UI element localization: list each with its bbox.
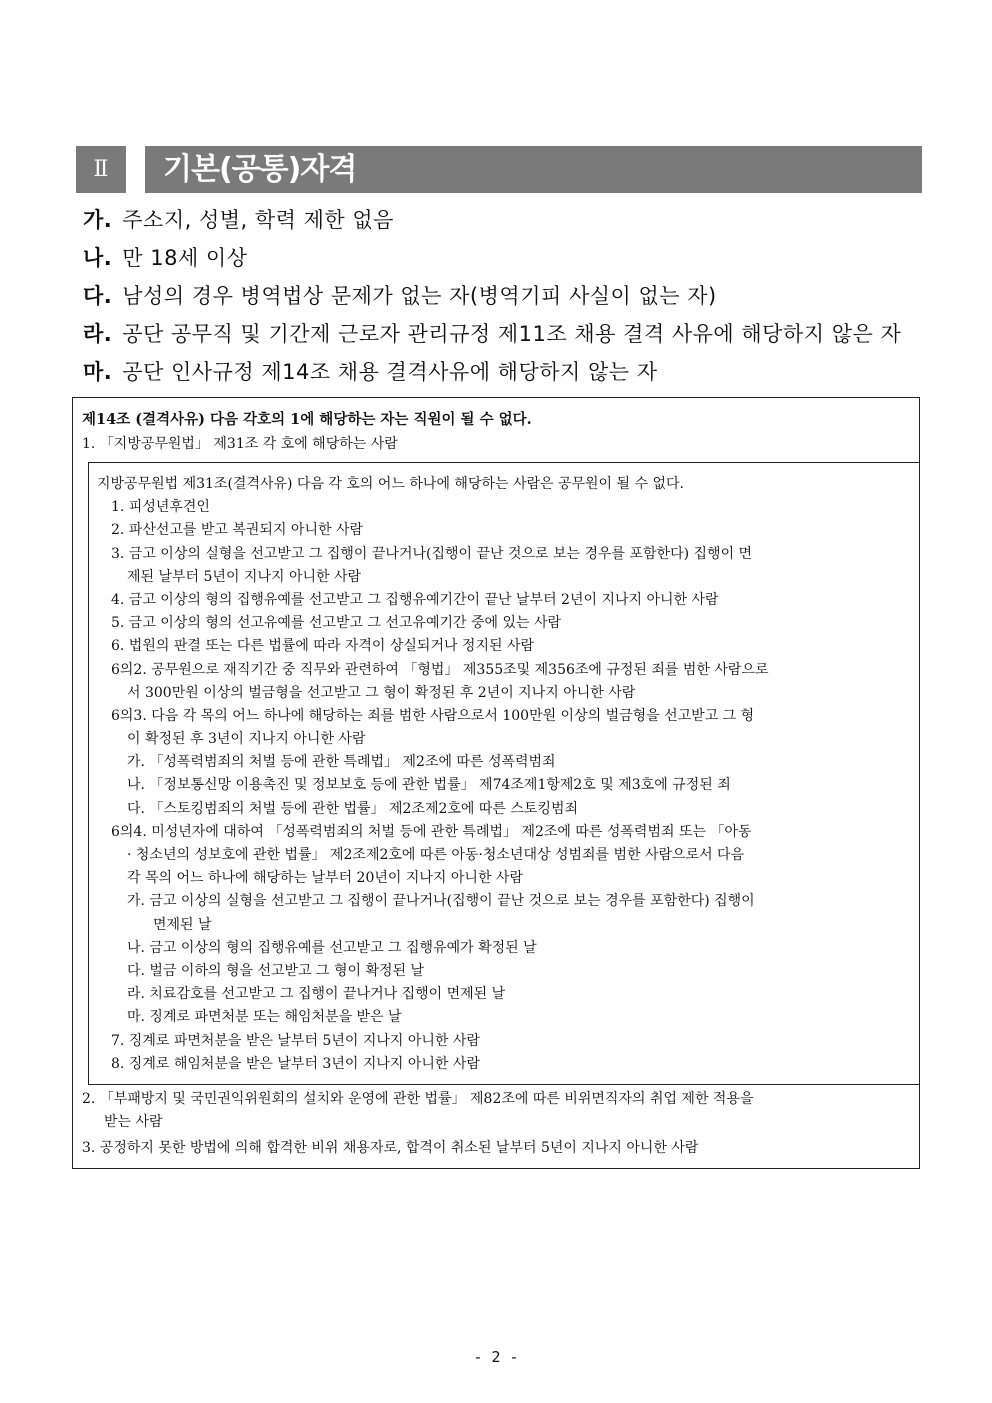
item-text: 공단 인사규정 제14조 채용 결격사유에 해당하지 않는 자 [122, 360, 658, 384]
regulation-box [72, 397, 920, 1169]
act-line: 마. 징계로 파면처분 또는 해임처분을 받은 날 [127, 1009, 402, 1026]
qualification-item [83, 278, 923, 316]
act-line: 나. 금고 이상의 형의 집행유예를 선고받고 그 집행유예가 확정된 날 [127, 939, 537, 956]
act-line: 가. 금고 이상의 실형을 선고받고 그 집행이 끝나거나(집행이 끝난 것으로 보는 경우를 포함한다) 집행이 [127, 893, 755, 910]
act-line: 4. 금고 이상의 형의 집행유예를 선고받고 그 집행유예기간이 끝난 날부터 2년이 지나지 아니한 사람 [111, 591, 719, 608]
item-mark: 나. [83, 246, 113, 270]
item-mark: 가. [83, 208, 113, 232]
act-line: 이 확정된 후 3년이 지나지 아니한 사람 [127, 731, 366, 748]
item-text: 남성의 경우 병역법상 문제가 없는 자(병역기피 사실이 없는 자) [122, 284, 717, 308]
local-public-officials-act-box [88, 462, 920, 1085]
act-line: 제된 날부터 5년이 지나지 아니한 사람 [127, 568, 362, 585]
page-number: - 2 - [473, 1348, 519, 1366]
act-line: 면제된 날 [153, 916, 212, 933]
regulation-item-1: 1. 「지방공무원법」 제31조 각 호에 해당하는 사람 [82, 436, 398, 452]
regulation-item-2: 2. 「부패방지 및 국민권익위원회의 설치와 운영에 관한 법률」 제82조에 따른 비위면직자의 취업 제한 적용을 [82, 1091, 754, 1107]
act-line: 다. 벌금 이하의 형을 선고받고 그 형이 확정된 날 [127, 962, 425, 979]
item-text: 공단 공무직 및 기간제 근로자 관리규정 제11조 채용 결격 사유에 해당하지 않은 자 [122, 322, 902, 346]
item-mark: 마. [83, 360, 113, 384]
section-numeral: Ⅱ [76, 146, 126, 193]
act-line: 2. 파산선고를 받고 복권되지 아니한 사람 [111, 522, 363, 539]
item-mark: 다. [83, 284, 113, 308]
act-line: · 청소년의 성보호에 관한 법률」 제2조제2호에 따른 아동·청소년대상 성범죄를 범한 사람으로서 다음 [127, 847, 745, 863]
section-header [76, 146, 922, 193]
act-line: 라. 치료감호를 선고받고 그 집행이 끝나거나 집행이 면제된 날 [127, 986, 506, 1003]
item-text: 주소지, 성별, 학력 제한 없음 [122, 208, 394, 232]
act-intro: 지방공무원법 제31조(결격사유) 다음 각 호의 어느 하나에 해당하는 사람은 공무원이 될 수 없다. [97, 476, 684, 492]
qualification-list [83, 202, 923, 392]
act-line: 다. 「스토킹범죄의 처벌 등에 관한 법률」 제2조제2호에 따른 스토킹범죄 [127, 800, 579, 817]
act-line: 7. 징계로 파면처분을 받은 날부터 5년이 지나지 아니한 사람 [111, 1032, 480, 1049]
item-mark: 라. [83, 322, 113, 346]
act-line: 6의2. 공무원으로 재직기간 중 직무와 관련하여 「형법」 제355조및 제356조에 규정된 죄를 범한 사람으로 [111, 661, 769, 678]
act-line: 서 300만원 이상의 벌금형을 선고받고 그 형이 확정된 후 2년이 지나지 아니한 사람 [127, 684, 636, 701]
section-title: 기본(공통)자격 [145, 146, 922, 193]
act-line: 1. 피성년후견인 [111, 499, 210, 516]
act-line: 5. 금고 이상의 형의 선고유예를 선고받고 그 선고유예기간 중에 있는 사람 [111, 615, 562, 632]
act-line: 3. 금고 이상의 실형을 선고받고 그 집행이 끝나거나(집행이 끝난 것으로 보는 경우를 포함한다) 집행이 면 [111, 545, 753, 562]
regulation-heading: 제14조 (결격사유) 다음 각호의 1에 해당하는 자는 직원이 될 수 없다. [82, 411, 532, 428]
regulation-remaining-items [82, 1088, 912, 1161]
qualification-item [83, 202, 923, 240]
regulation-item-2-cont: 받는 사람 [104, 1114, 163, 1131]
act-line: 6의3. 다음 각 목의 어느 하나에 해당하는 죄를 범한 사람으로서 100만원 이상의 벌금형을 선고받고 그 형 [111, 707, 755, 724]
regulation-item-3: 3. 공정하지 못한 방법에 의해 합격한 비위 채용자로, 합격이 취소된 날부터 5년이 지나지 아니한 사람 [82, 1140, 699, 1157]
act-line: 6. 법원의 판결 또는 다른 법률에 따라 자격이 상실되거나 정지된 사람 [111, 638, 535, 655]
act-text [97, 473, 912, 1076]
act-line: 가. 「성폭력범죄의 처벌 등에 관한 특례법」 제2조에 따른 성폭력범죄 [127, 754, 556, 771]
qualification-item [83, 354, 923, 392]
act-line: 6의4. 미성년자에 대하여 「성폭력범죄의 처벌 등에 관한 특례법」 제2조에 따른 성폭력범죄 또는 「아동 [111, 823, 752, 840]
act-line: 각 목의 어느 하나에 해당하는 날부터 20년이 지나지 아니한 사람 [127, 870, 523, 887]
item-text: 만 18세 이상 [122, 246, 248, 270]
act-line: 나. 「정보통신망 이용촉진 및 정보보호 등에 관한 법률」 제74조제1항제2호 및 제3호에 규정된 죄 [127, 777, 731, 794]
qualification-item [83, 240, 923, 278]
act-line: 8. 징계로 해임처분을 받은 날부터 3년이 지나지 아니한 사람 [111, 1055, 480, 1072]
qualification-item [83, 316, 923, 354]
